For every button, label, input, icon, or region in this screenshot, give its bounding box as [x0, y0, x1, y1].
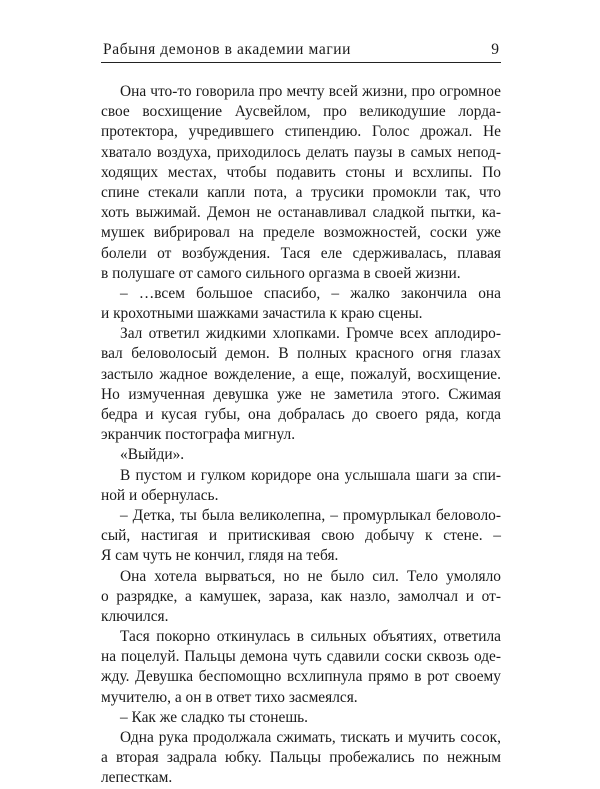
text-line: свое восхищение Аусвейлом, про великодушие лорда-: [101, 103, 501, 121]
text-line: Тася покорно откинулась в сильных объятиях, ответила: [120, 628, 501, 646]
text-line: ключился.: [101, 607, 169, 625]
book-title: Рабыня демонов в академии магии: [103, 41, 352, 58]
text-line: ходящих местах, чтобы подавить стоны и всхлипы. По: [101, 163, 501, 181]
body-text: [101, 82, 501, 789]
text-line: – Детка, ты была великолепна, – промурлыкал беловоло-: [120, 506, 501, 524]
text-line: Зал ответил жидкими хлопками. Громче всех аплодиро-: [120, 325, 501, 343]
page-number: 9: [491, 41, 499, 58]
text-line: вал беловолосый демон. В полных красного огня глазах: [101, 345, 501, 363]
text-line: В пустом и гулком коридоре она услышала шаги за спи-: [120, 466, 501, 484]
text-line: мушек вибрировал на пределе возможностей, соски уже: [101, 224, 501, 242]
text-line: сый, настигая и притискивая свою добычу к стене. –: [101, 527, 501, 545]
text-line: Одна рука продолжала сжимать, тискать и мучить сосок,: [120, 729, 501, 746]
text-line: Она что-то говорила про мечту всей жизни, про огромное: [120, 83, 501, 100]
text-line: застыло жадное вожделение, а еще, пожалуй, восхищение.: [101, 365, 501, 383]
text-line: о разрядке, а камушек, зараза, как назло, замолчал и от-: [101, 587, 501, 605]
text-line: а вторая задрала юбку. Пальцы пробежались по нежным: [101, 749, 501, 767]
text-line: спине стекали капли пота, а трусики промокли так, что: [101, 183, 501, 201]
text-line: – Как же сладко ты стонешь.: [120, 708, 309, 726]
text-line: – …всем большое спасибо, – жалко закончила она: [120, 284, 501, 302]
text-line: протектора, учредившего стипендию. Голос дрожал. Не: [101, 123, 501, 141]
text-line: в полушаге от самого сильного оргазма в своей жизни.: [101, 264, 461, 282]
text-line: на поцелуй. Пальцы демона чуть сдавили соски сквозь оде-: [101, 648, 501, 666]
text-line: «Выйди».: [120, 446, 185, 464]
running-header: [101, 40, 501, 63]
text-line: мучителю, а он в ответ тихо засмеялся.: [101, 688, 358, 706]
text-line: Но измученная девушка уже не заметила этого. Сжимая: [101, 385, 501, 403]
text-line: жду. Девушка беспомощно всхлипнула прямо в рот своему: [101, 668, 501, 686]
text-line: болели от возбуждения. Тася еле сдерживалась, плавая: [101, 244, 501, 262]
text-line: Она хотела вырваться, но не было сил. Тело умоляло: [120, 567, 501, 585]
text-line: экранчик постографа мигнул.: [101, 426, 296, 444]
text-line: бедра и кусая губы, она добралась до своего ряда, когда: [101, 406, 501, 423]
text-line: хоть выжимай. Демон не останавливал сладкой пытки, ка-: [101, 204, 501, 222]
text-line: ной и обернулась.: [101, 486, 219, 504]
text-line: хватало воздуха, приходилось делать паузы в самых непод-: [101, 143, 501, 161]
text-line: лепесткам.: [101, 769, 173, 787]
text-line: Я сам чуть не кончил, глядя на тебя.: [101, 547, 339, 565]
text-line: и крохотными шажками зачастила к краю сцены.: [101, 305, 423, 323]
